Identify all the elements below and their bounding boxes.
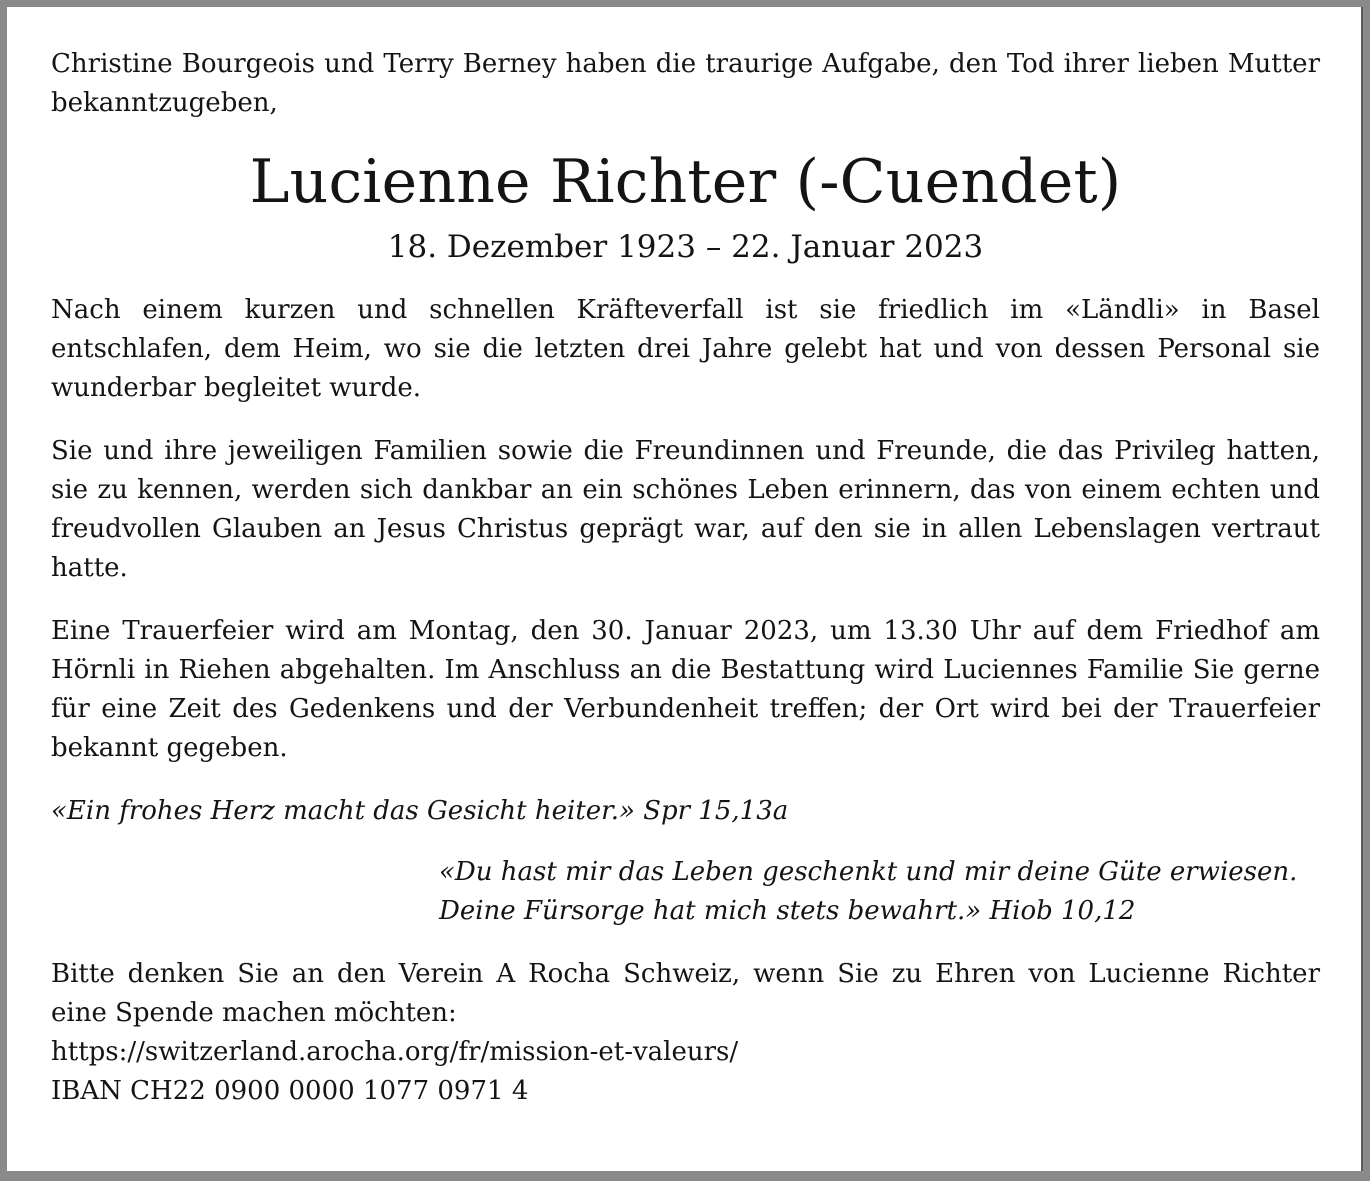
paragraph-passing: Nach einem kurzen und schnellen Kräfteverfall ist sie friedlich im «Ländli» in Basel entschlafen, dem Heim, wo sie die letzten drei Jahre gelebt hat und von dessen Personal sie wunderbar begleitet wurde. [51,295,1320,403]
life-dates: 18. Dezember 1923 – 22. Januar 2023 [387,229,984,265]
bible-verse-job-line2: Deine Fürsorge hat mich stets bewahrt.» Hiob 10,12 [439,896,1136,926]
deceased-name: Lucienne Richter (-Cuendet) [249,147,1122,217]
paragraph-ceremony: Eine Trauerfeier wird am Montag, den 30. Januar 2023, um 13.30 Uhr auf dem Friedhof am Hörnli in Riehen abgehalten. Im Anschluss an die Bestattung wird Luciennes Familie Sie gerne für eine Zeit des Gedenkens und der Verbundenheit treffen; der Ort wird bei der Trauerfeier bekannt gegeben. [51,616,1320,763]
donation-url: https://switzerland.arocha.org/fr/mission-et-valeurs/ [51,1037,739,1067]
donation-text-line1: Bitte denken Sie an den Verein A Rocha Schweiz, wenn Sie zu Ehren von Lucienne Richter [51,959,1320,989]
obituary-card [7,7,1363,1171]
bible-verse-job-line1: «Du hast mir das Leben geschenkt und mir deine Güte erwiesen. [439,857,1298,887]
bible-verse-job [439,853,1320,931]
donation-info [51,955,1320,1111]
obituary-content [51,45,1320,1111]
bible-verse-proverbs: «Ein frohes Herz macht das Gesicht heiter.» Spr 15,13a [51,796,789,826]
donation-iban: IBAN CH22 0900 0000 1077 0971 4 [51,1076,529,1106]
intro-text: Christine Bourgeois und Terry Berney haben die traurige Aufgabe, den Tod ihrer lieben Mutter bekanntzugeben, [51,49,1320,118]
paragraph-remembrance: Sie und ihre jeweiligen Familien sowie die Freundinnen und Freunde, die das Privileg hatten, sie zu kennen, werden sich dankbar an ein schönes Leben erinnern, das von einem echten und freudvollen Glauben an Jesus Christus geprägt war, auf den sie in allen Lebenslagen vertraut hatte. [51,436,1320,583]
donation-text-line2: eine Spende machen möchten: [51,998,457,1028]
